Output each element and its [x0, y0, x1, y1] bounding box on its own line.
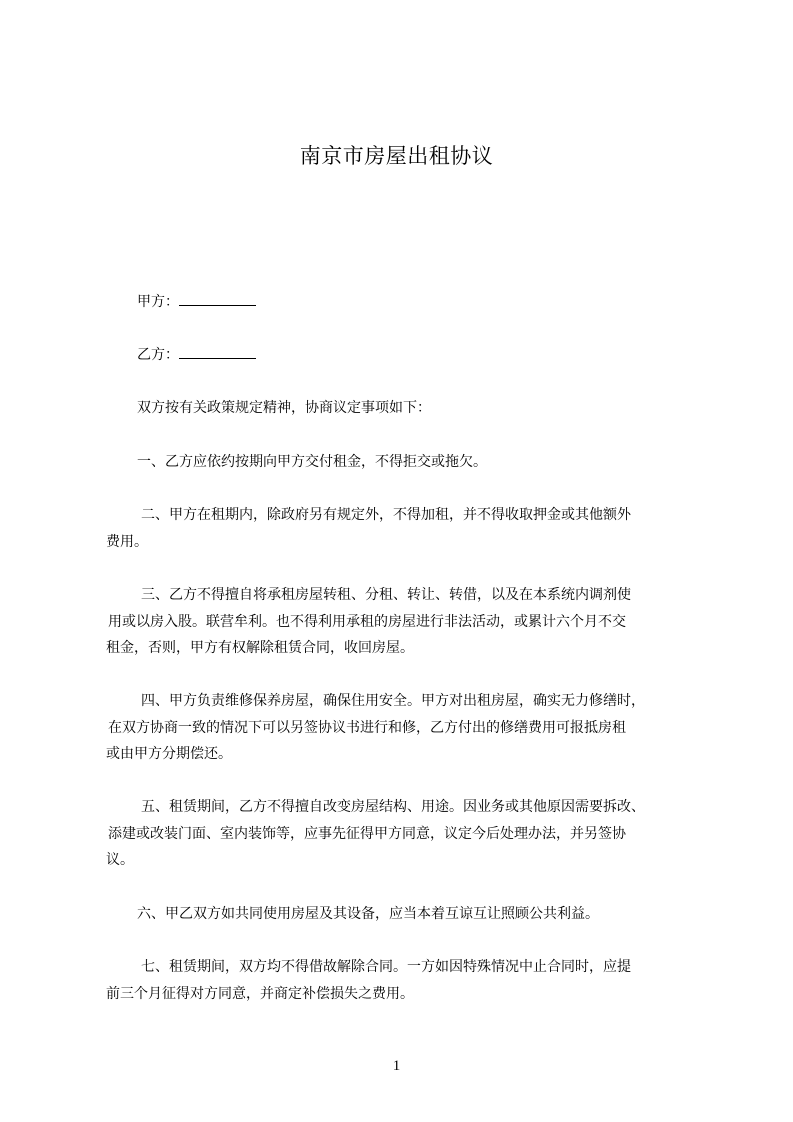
- party-a-blank: [179, 291, 256, 306]
- page-number: 1: [392, 1058, 401, 1074]
- clause-4-line-1: 四、甲方负责维修保养房屋，确保住用安全。甲方对出租房屋，确实无力修缮时，: [141, 693, 645, 709]
- clause-1-line-1: 一、乙方应依约按期向甲方交付租金，不得拒交或拖欠。: [137, 454, 487, 470]
- party-a-line: [137, 291, 256, 312]
- clause-6-line-1: 六、甲乙双方如共同使用房屋及其设备，应当本着互谅互让照顾公共利益。: [137, 906, 599, 922]
- clause-7-line-2: 前三个月征得对方同意，并商定补偿损失之费用。: [106, 986, 414, 1002]
- clause-2-line-1: 二、甲方在租期内，除政府另有规定外，不得加租，并不得收取押金或其他额外: [141, 507, 631, 523]
- party-b-label: 乙方：: [137, 347, 179, 363]
- party-b-line: [137, 344, 256, 365]
- clause-5-line-1: 五、租赁期间，乙方不得擅自改变房屋结构、用途。因业务或其他原因需要拆改、: [141, 799, 645, 815]
- clause-7-line-1: 七、租赁期间，双方均不得借故解除合同。一方如因特殊情况中止合同时，应提: [141, 959, 631, 975]
- party-b-blank: [179, 344, 256, 359]
- clause-3-line-3: 租金，否则，甲方有权解除租赁合同，收回房屋。: [106, 640, 414, 656]
- document-title: 南京市房屋出租协议: [299, 144, 494, 168]
- clause-5-line-2: 添建或改装门面、室内装饰等，应事先征得甲方同意，议定今后处理办法，并另签协: [108, 826, 626, 842]
- clause-2-line-2: 费用。: [106, 534, 148, 550]
- clause-3-line-1: 三、乙方不得擅自将承租房屋转租、分租、转让、转借，以及在本系统内调剂使: [141, 587, 631, 603]
- clause-4-line-3: 或由甲方分期偿还。: [106, 746, 232, 762]
- clause-5-line-3: 议。: [106, 852, 134, 868]
- intro-paragraph: 双方按有关政策规定精神，协商议定事项如下：: [137, 400, 431, 416]
- clause-3-line-2: 用或以房入股。联营牟利。也不得利用承租的房屋进行非法活动，或累计六个月不交: [108, 614, 626, 630]
- clause-4-line-2: 在双方协商一致的情况下可以另签协议书进行和修，乙方付出的修缮费用可报抵房租: [108, 720, 626, 736]
- party-a-label: 甲方：: [137, 294, 179, 310]
